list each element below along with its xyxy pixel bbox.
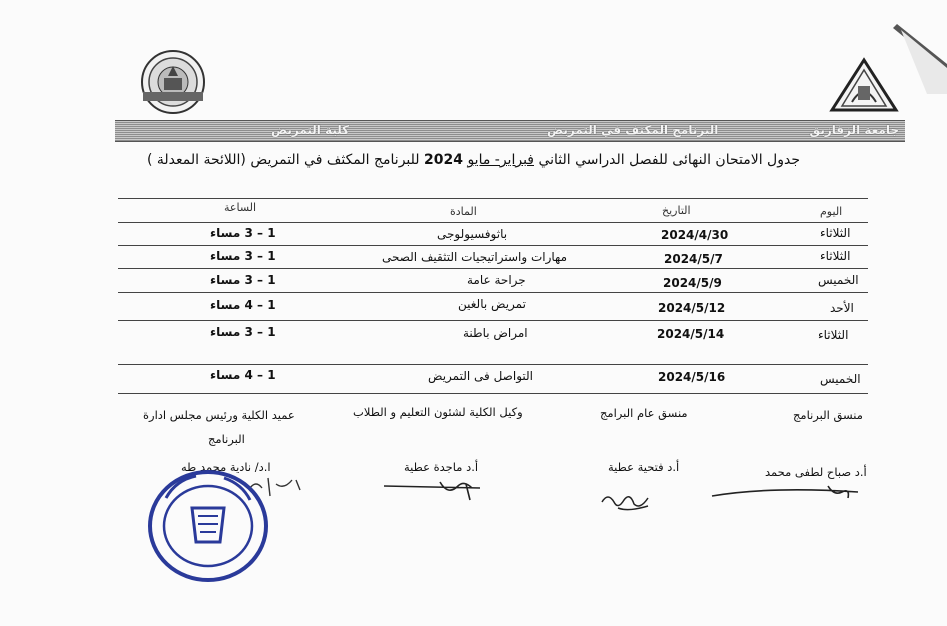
row-2-day: الثلاثاء (820, 249, 851, 263)
banner-faculty: كلية التمريض (271, 123, 350, 137)
name-program-coordinator: أ.د صباح لطفى محمد (765, 465, 867, 479)
title-year: 2024 (424, 152, 463, 168)
role-program-coordinator: منسق البرنامج (793, 408, 863, 422)
signature-general-coordinator (598, 484, 658, 514)
role-dean-line2: البرنامج (208, 432, 245, 446)
official-stamp (146, 468, 270, 584)
role-general-coordinator: منسق عام البرامج (600, 406, 688, 420)
title-part3: للبرنامج المكثف في التمريض (اللائحة المعدلة ) (147, 152, 420, 168)
row-2-date: 2024/5/7 (664, 252, 723, 266)
table-row-rule (118, 292, 868, 293)
table-bottom-rule (118, 393, 868, 394)
row-4-time: 1 – 4 مساء (210, 298, 276, 312)
page-title (0, 152, 947, 168)
name-general-coordinator: أ.د فتحية عطية (608, 460, 680, 474)
table-top-rule (118, 198, 868, 199)
row-6-date: 2024/5/16 (658, 370, 726, 384)
row-1-day: الثلاثاء (820, 226, 851, 240)
table-row-rule (118, 364, 868, 365)
university-logo (828, 56, 900, 114)
row-4-date: 2024/5/12 (658, 301, 726, 315)
signature-vice-dean (380, 478, 500, 504)
faculty-logo (138, 48, 208, 116)
row-4-day: الأحد (830, 301, 854, 315)
header-banner (115, 120, 905, 142)
banner-university: جامعة الزقازيق (809, 123, 899, 137)
banner-program: البرنامج المكثف في التمريض (547, 123, 719, 137)
row-4-subject: تمريض بالغين (458, 297, 526, 311)
header-subject: المادة (450, 205, 477, 218)
title-part2: فبراير- مايو (467, 152, 534, 168)
table-row-rule (118, 268, 868, 269)
header-day: اليوم (820, 205, 843, 218)
row-6-time: 1 – 4 مساء (210, 368, 276, 382)
row-1-time: 1 – 3 مساء (210, 226, 276, 240)
row-2-time: 1 – 3 مساء (210, 249, 276, 263)
signature-program-coordinator (708, 478, 868, 508)
name-vice-dean: أ.د ماجدة عطية (404, 460, 479, 474)
row-6-day: الخميس (820, 372, 861, 386)
header-date: التاريخ (662, 204, 691, 217)
row-6-subject: التواصل فى التمريض (428, 369, 533, 383)
row-2-subject: مهارات واستراتيجيات التثقيف الصحى (382, 250, 568, 264)
row-5-day: الثلاثاء (818, 328, 849, 342)
row-3-date: 2024/5/9 (663, 276, 722, 290)
row-5-time: 1 – 3 مساء (210, 325, 276, 339)
row-5-subject: امراض باطنة (463, 326, 528, 340)
table-row-rule (118, 245, 868, 246)
table-header-rule (118, 222, 868, 223)
row-1-subject: باثوفسيولوجى (437, 227, 508, 241)
table-row-rule (118, 320, 868, 321)
name-dean: ا.د/ نادية محمد طه (181, 460, 271, 474)
role-dean: عميد الكلية ورئيس مجلس ادارة (143, 408, 295, 422)
header-time: الساعة (224, 201, 257, 214)
row-3-subject: جراحة عامة (467, 273, 526, 287)
role-vice-dean: وكيل الكلية لشئون التعليم و الطلاب (353, 405, 523, 419)
row-1-date: 2024/4/30 (661, 228, 729, 242)
row-3-day: الخميس (818, 273, 859, 287)
row-5-date: 2024/5/14 (657, 327, 725, 341)
row-3-time: 1 – 3 مساء (210, 273, 276, 287)
title-part1: جدول الامتحان النهائى للفصل الدراسي الثاني (538, 152, 800, 168)
